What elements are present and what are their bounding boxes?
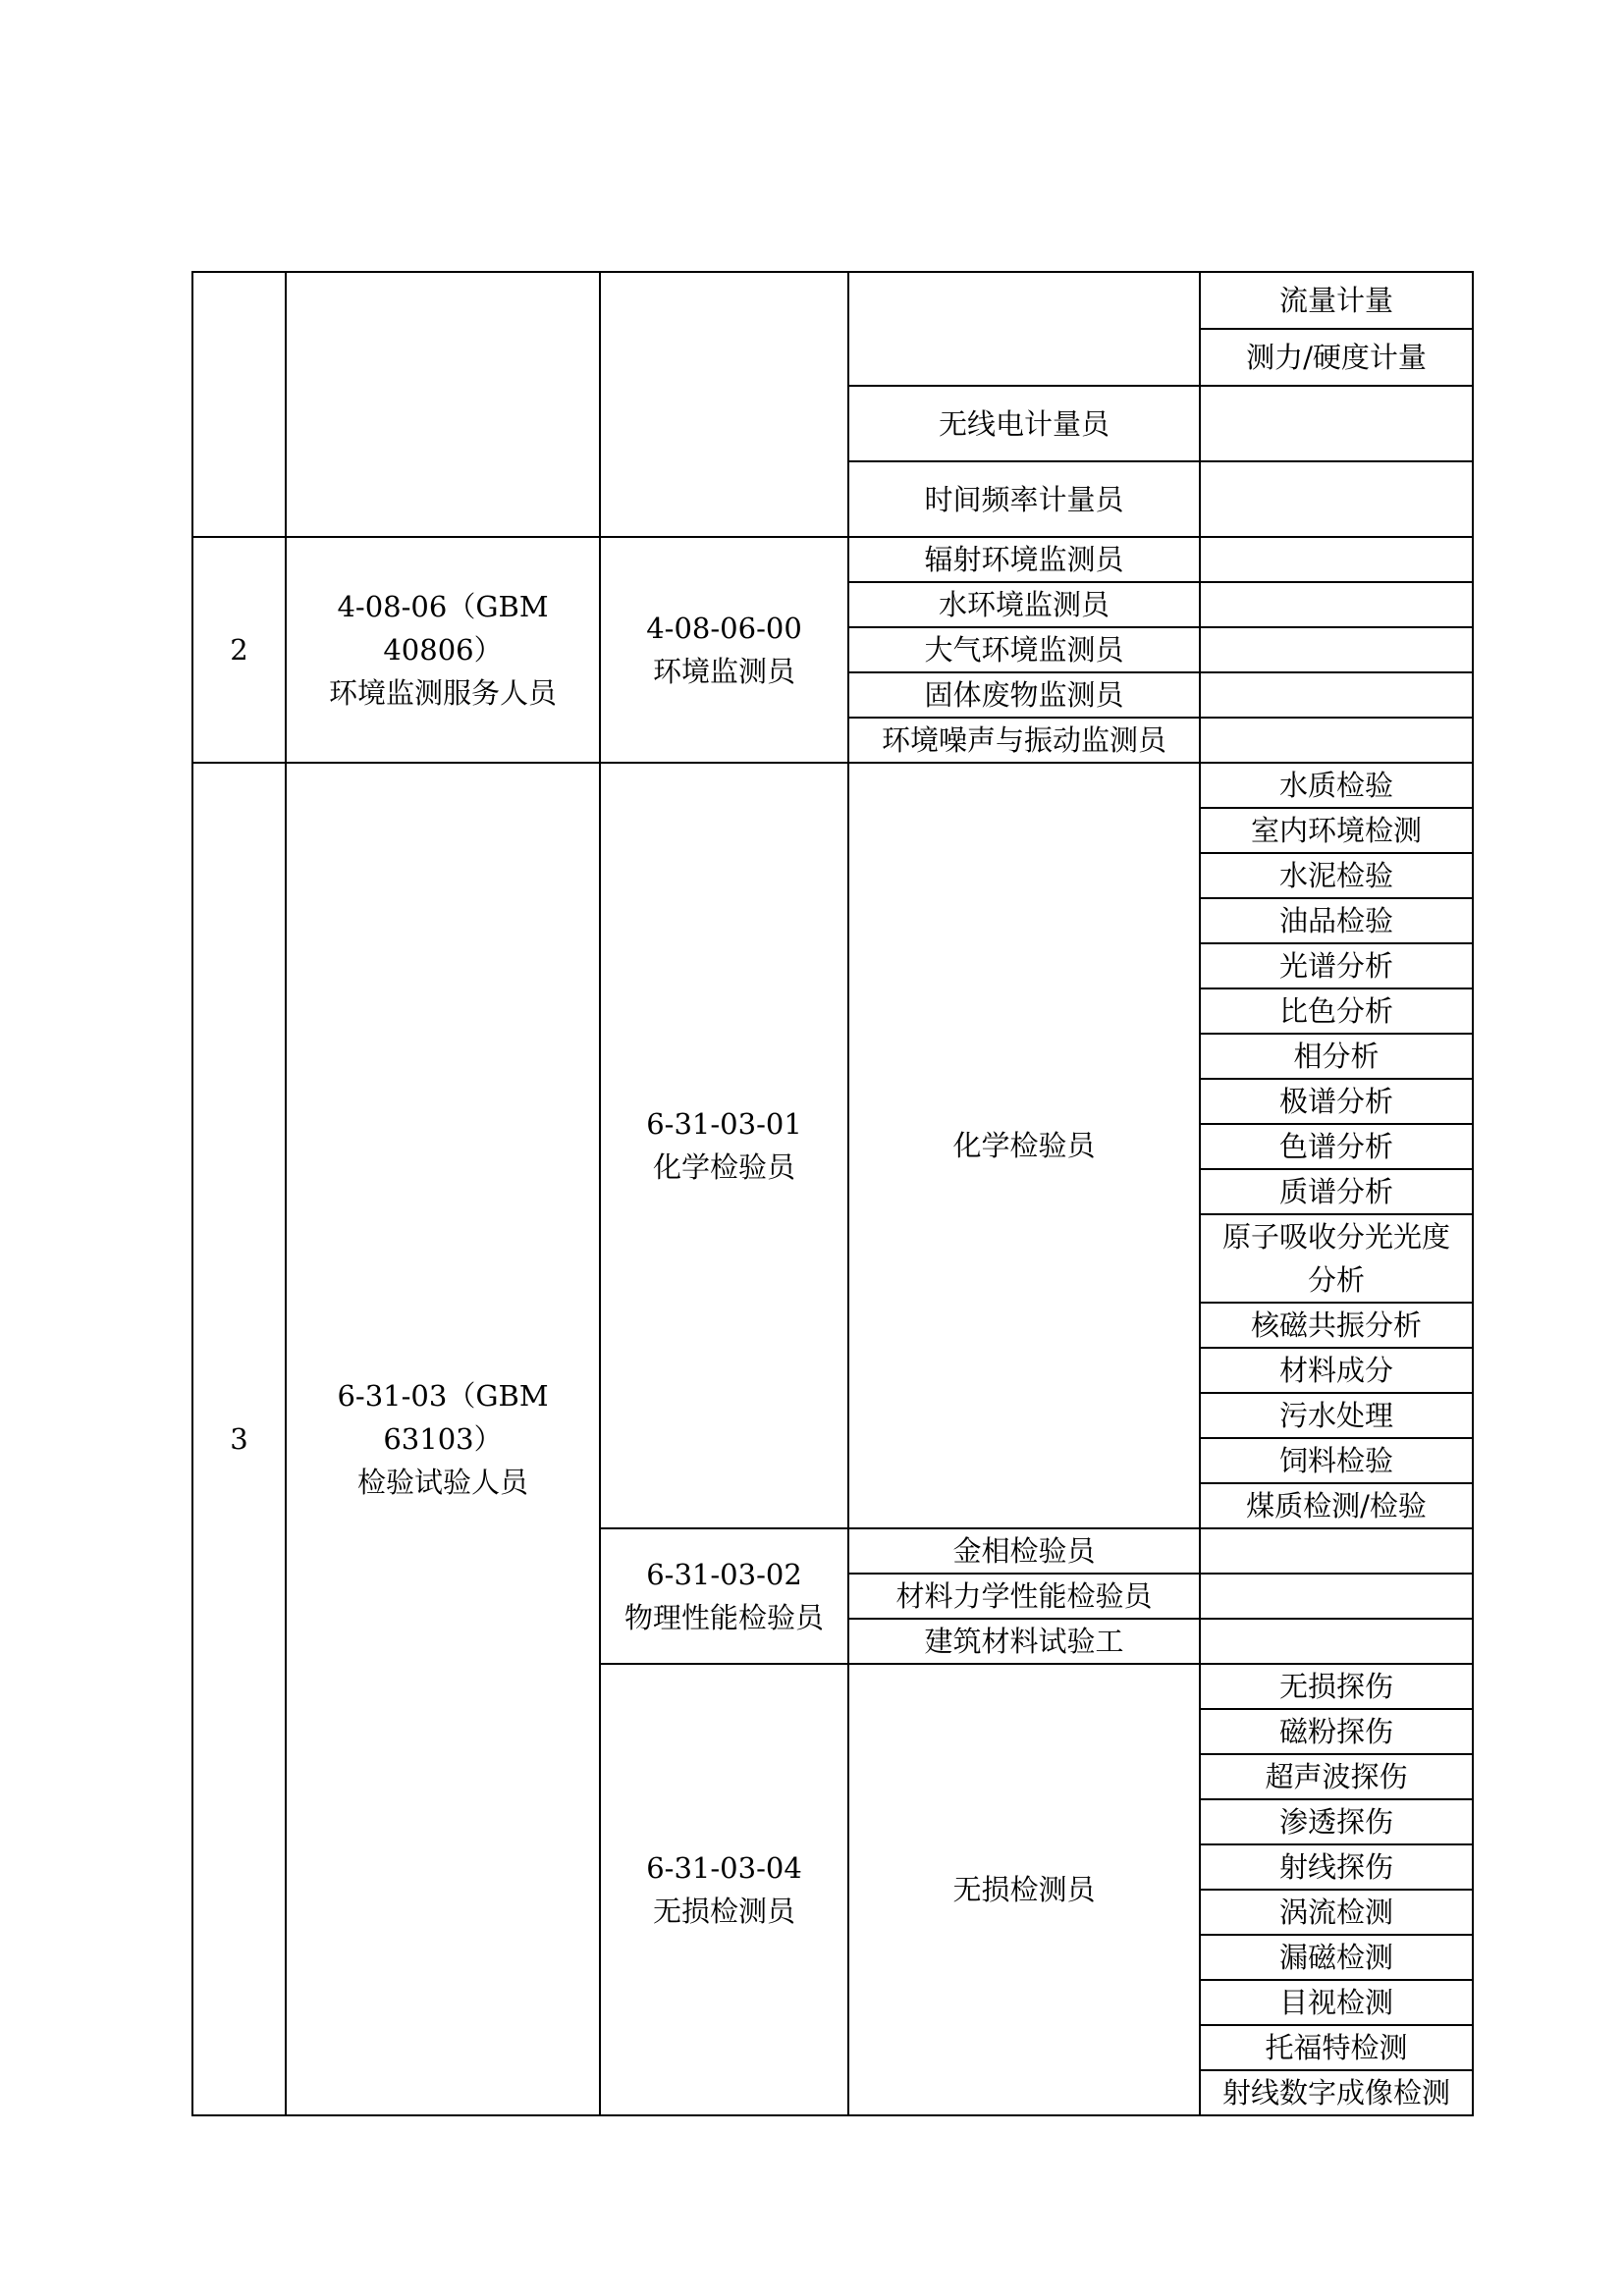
occupation-cell-empty — [600, 272, 848, 537]
direction-cell: 水质检验 — [1200, 763, 1473, 808]
direction-cell: 托福特检测 — [1200, 2025, 1473, 2070]
direction-cell-empty — [1200, 386, 1473, 461]
direction-cell: 涡流检测 — [1200, 1890, 1473, 1935]
direction-cell-empty — [1200, 1528, 1473, 1574]
no-cell: 2 — [192, 537, 286, 763]
no-cell: 3 — [192, 763, 286, 2115]
category-cell — [286, 763, 600, 2115]
direction-cell-empty — [1200, 718, 1473, 763]
direction-cell: 煤质检测/检验 — [1200, 1483, 1473, 1528]
direction-cell-empty — [1200, 1574, 1473, 1619]
category-code: 6-31-03（GBM 63103） — [337, 1379, 549, 1456]
direction-cell-empty — [1200, 627, 1473, 672]
direction-cell: 相分析 — [1200, 1034, 1473, 1079]
direction-cell: 比色分析 — [1200, 988, 1473, 1034]
type-cell: 固体废物监测员 — [848, 672, 1200, 718]
direction-cell: 目视检测 — [1200, 1980, 1473, 2025]
direction-cell: 油品检验 — [1200, 898, 1473, 943]
direction-cell: 射线探伤 — [1200, 1844, 1473, 1890]
category-name: 环境监测服务人员 — [328, 676, 557, 710]
table-row — [192, 763, 1473, 808]
direction-cell: 测力/硬度计量 — [1200, 329, 1473, 386]
direction-line-2: 分析 — [1307, 1263, 1365, 1297]
occupation-cell — [600, 763, 848, 1528]
occupation-cell — [600, 1528, 848, 1664]
table-row — [192, 537, 1473, 582]
type-cell: 无损检测员 — [848, 1664, 1200, 2115]
occupation-table — [191, 271, 1474, 2116]
direction-cell: 渗透探伤 — [1200, 1799, 1473, 1844]
occupation-name: 环境监测员 — [652, 655, 795, 688]
direction-cell: 超声波探伤 — [1200, 1754, 1473, 1799]
direction-cell: 核磁共振分析 — [1200, 1303, 1473, 1348]
type-cell: 材料力学性能检验员 — [848, 1574, 1200, 1619]
type-cell: 无线电计量员 — [848, 386, 1200, 461]
direction-cell: 室内环境检测 — [1200, 808, 1473, 853]
direction-line-1: 原子吸收分光光度 — [1221, 1220, 1450, 1254]
table-row — [192, 272, 1473, 329]
type-cell: 水环境监测员 — [848, 582, 1200, 627]
occupation-cell — [600, 1664, 848, 2115]
direction-cell: 质谱分析 — [1200, 1169, 1473, 1214]
occupation-name: 化学检验员 — [652, 1150, 795, 1184]
direction-cell — [1200, 1214, 1473, 1303]
occupation-name: 无损检测员 — [652, 1895, 795, 1928]
occupation-code: 6-31-03-02 — [646, 1558, 802, 1591]
category-code: 4-08-06（GBM 40806） — [337, 590, 549, 667]
type-cell: 时间频率计量员 — [848, 461, 1200, 537]
direction-cell-empty — [1200, 582, 1473, 627]
direction-cell: 色谱分析 — [1200, 1124, 1473, 1169]
type-cell-empty — [848, 272, 1200, 386]
direction-cell: 光谱分析 — [1200, 943, 1473, 988]
direction-cell: 射线数字成像检测 — [1200, 2070, 1473, 2115]
direction-cell: 磁粉探伤 — [1200, 1709, 1473, 1754]
occupation-cell — [600, 537, 848, 763]
no-cell-empty — [192, 272, 286, 537]
type-cell: 金相检验员 — [848, 1528, 1200, 1574]
direction-cell: 水泥检验 — [1200, 853, 1473, 898]
direction-cell: 材料成分 — [1200, 1348, 1473, 1393]
direction-cell-empty — [1200, 461, 1473, 537]
type-cell: 化学检验员 — [848, 763, 1200, 1528]
category-cell-empty — [286, 272, 600, 537]
type-cell: 辐射环境监测员 — [848, 537, 1200, 582]
occupation-code: 6-31-03-04 — [646, 1851, 802, 1885]
direction-cell: 无损探伤 — [1200, 1664, 1473, 1709]
occupation-name: 物理性能检验员 — [623, 1601, 824, 1634]
category-name: 检验试验人员 — [356, 1466, 528, 1499]
category-cell — [286, 537, 600, 763]
direction-cell-empty — [1200, 672, 1473, 718]
type-cell: 环境噪声与振动监测员 — [848, 718, 1200, 763]
direction-cell: 漏磁检测 — [1200, 1935, 1473, 1980]
occupation-code: 6-31-03-01 — [646, 1107, 802, 1141]
type-cell: 建筑材料试验工 — [848, 1619, 1200, 1664]
occupation-code: 4-08-06-00 — [646, 612, 802, 645]
direction-cell: 饲料检验 — [1200, 1438, 1473, 1483]
direction-cell: 污水处理 — [1200, 1393, 1473, 1438]
direction-cell: 极谱分析 — [1200, 1079, 1473, 1124]
direction-cell-empty — [1200, 1619, 1473, 1664]
direction-cell-empty — [1200, 537, 1473, 582]
direction-cell: 流量计量 — [1200, 272, 1473, 329]
type-cell: 大气环境监测员 — [848, 627, 1200, 672]
